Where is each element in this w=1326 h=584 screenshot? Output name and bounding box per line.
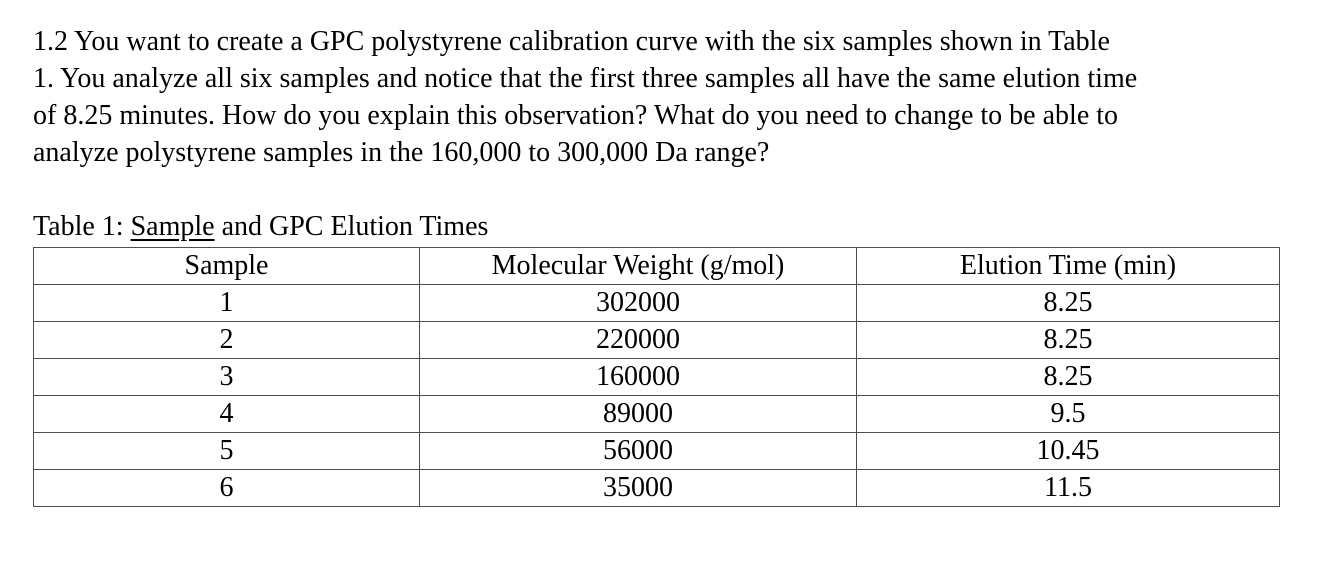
cell-sample: 3 (34, 359, 420, 396)
cell-sample: 1 (34, 285, 420, 322)
cell-elution-time: 8.25 (857, 285, 1280, 322)
cell-elution-time: 9.5 (857, 396, 1280, 433)
cell-sample: 4 (34, 396, 420, 433)
caption-underlined-word: Sample (130, 211, 215, 242)
cell-elution-time: 8.25 (857, 359, 1280, 396)
cell-molecular-weight: 56000 (420, 433, 857, 470)
question-line-2: 1. You analyze all six samples and notice that the first three samples all have the same elution time (33, 63, 1138, 94)
table-row (34, 359, 1280, 396)
table-row (34, 470, 1280, 507)
cell-molecular-weight: 160000 (420, 359, 857, 396)
question-line-1: 1.2 You want to create a GPC polystyrene calibration curve with the six samples shown in Table (33, 26, 1110, 57)
cell-sample: 6 (34, 470, 420, 507)
cell-sample: 5 (34, 433, 420, 470)
sample-table (33, 247, 1280, 507)
question-text (33, 23, 1293, 171)
header-elution-time: Elution Time (min) (857, 248, 1280, 285)
cell-molecular-weight: 302000 (420, 285, 857, 322)
table-row (34, 322, 1280, 359)
cell-elution-time: 11.5 (857, 470, 1280, 507)
table-header-row (34, 248, 1280, 285)
table-caption (33, 208, 488, 245)
cell-sample: 2 (34, 322, 420, 359)
cell-molecular-weight: 220000 (420, 322, 857, 359)
table-row (34, 433, 1280, 470)
question-line-4: analyze polystyrene samples in the 160,000 to 300,000 Da range? (33, 137, 770, 168)
cell-molecular-weight: 35000 (420, 470, 857, 507)
cell-molecular-weight: 89000 (420, 396, 857, 433)
header-molecular-weight: Molecular Weight (g/mol) (420, 248, 857, 285)
caption-suffix: and GPC Elution Times (214, 211, 489, 242)
caption-prefix: Table 1: (33, 211, 131, 242)
table-row (34, 285, 1280, 322)
question-line-3: of 8.25 minutes. How do you explain this observation? What do you need to change to be able to (33, 100, 1119, 131)
cell-elution-time: 10.45 (857, 433, 1280, 470)
cell-elution-time: 8.25 (857, 322, 1280, 359)
header-sample: Sample (34, 248, 420, 285)
table-row (34, 396, 1280, 433)
